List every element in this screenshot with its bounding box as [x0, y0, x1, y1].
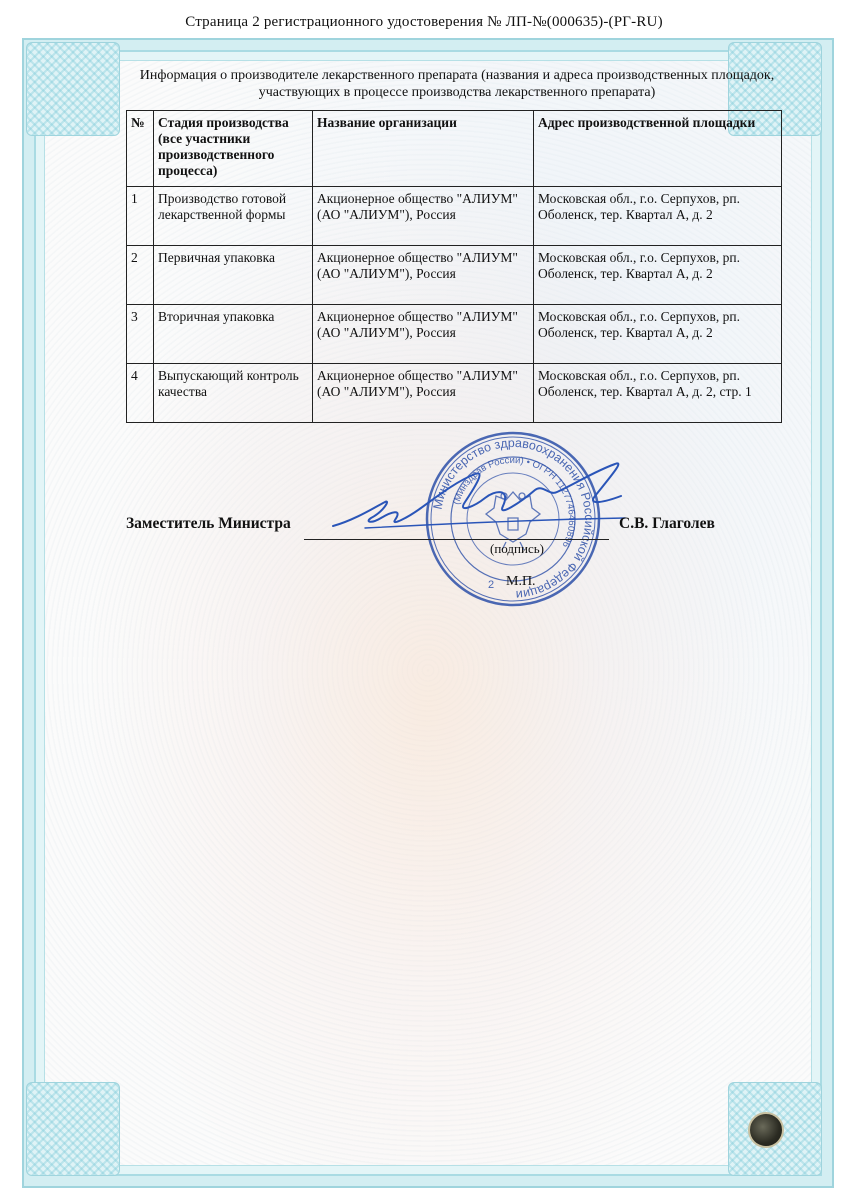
column-header-number: № [127, 111, 154, 187]
signature-underline [304, 539, 609, 540]
hologram-sticker-icon [748, 1112, 784, 1148]
cell-organization: Акционерное общество "АЛИУМ" (АО "АЛИУМ"), Россия [313, 187, 534, 246]
cell-stage: Производство готовой лекарственной формы [154, 187, 313, 246]
table-row [127, 305, 782, 364]
cell-address: Московская обл., г.о. Серпухов, рп. Оболенск, тер. Квартал А, д. 2 [534, 246, 782, 305]
table-row [127, 187, 782, 246]
seal-place-label: М.П. [506, 574, 536, 589]
signature-caption: (подпись) [490, 541, 544, 556]
signatory-role: Заместитель Министра [126, 515, 291, 532]
table-row [127, 246, 782, 305]
cell-stage: Вторичная упаковка [154, 305, 313, 364]
cell-address: Московская обл., г.о. Серпухов, рп. Оболенск, тер. Квартал А, д. 2, стр. 1 [534, 364, 782, 423]
cell-organization: Акционерное общество "АЛИУМ" (АО "АЛИУМ"), Россия [313, 364, 534, 423]
cell-number: 4 [127, 364, 154, 423]
cell-number: 2 [127, 246, 154, 305]
signatory-name: С.В. Глаголев [619, 515, 715, 532]
signature-block [126, 515, 786, 539]
cell-organization: Акционерное общество "АЛИУМ" (АО "АЛИУМ"), Россия [313, 305, 534, 364]
table-row [127, 364, 782, 423]
guilloche-corner-bottom-left [26, 1082, 120, 1176]
cell-number: 1 [127, 187, 154, 246]
info-heading-line-2: участвующих в процессе производства лекарственного препарата) [258, 85, 656, 100]
column-header-address: Адрес производственной площадки [534, 111, 782, 187]
table-header-row [127, 111, 782, 187]
cell-stage: Первичная упаковка [154, 246, 313, 305]
cell-organization: Акционерное общество "АЛИУМ" (АО "АЛИУМ"), Россия [313, 246, 534, 305]
cell-address: Московская обл., г.о. Серпухов, рп. Оболенск, тер. Квартал А, д. 2 [534, 305, 782, 364]
seal-number: 2 [488, 579, 495, 591]
column-header-stage: Стадия производства (все участники производственного процесса) [154, 111, 313, 187]
column-header-organization: Название организации [313, 111, 534, 187]
page-header: Страница 2 регистрационного удостоверения № ЛП-№(000635)-(РГ-RU) [185, 14, 663, 30]
guilloche-corner-top-left [26, 42, 120, 136]
cell-stage: Выпускающий контроль качества [154, 364, 313, 423]
cell-number: 3 [127, 305, 154, 364]
info-heading [122, 67, 792, 101]
seal-outer-text: Министерство здравоохранения Российской Федерации [430, 435, 597, 603]
cell-address: Московская обл., г.о. Серпухов, рп. Оболенск, тер. Квартал А, д. 2 [534, 187, 782, 246]
seal-inner-text: (Минздрав России) • ОГРН 1127746460896 [451, 454, 578, 550]
manufacturer-table [126, 110, 782, 423]
info-heading-line-1: Информация о производителе лекарственного препарата (названия и адреса производственных площадок, [139, 68, 775, 83]
